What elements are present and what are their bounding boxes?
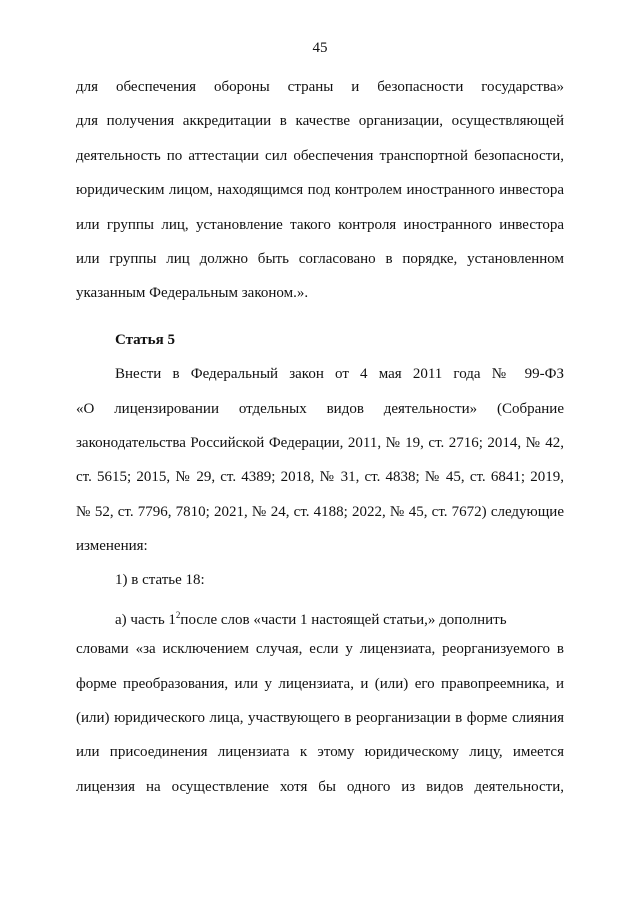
list-item-a — [76, 598, 564, 632]
text-line: указанным Федеральным законом.». — [76, 285, 309, 302]
page-number: 45 — [312, 40, 328, 56]
item-a-rest: после слов «части 1 настоящей статьи,» дополнить — [180, 611, 507, 628]
document-body — [76, 70, 564, 804]
text-line: Внести в Федеральный закон от 4 мая 2011 года № 99-ФЗ — [115, 366, 564, 383]
text-line: словами «за исключением случая, если у лицензиата, реорганизуемого в — [76, 641, 564, 658]
article-heading: Статья 5 — [115, 331, 175, 348]
text-line: или присоединения лицензиата к этому юридическому лицу, имеется — [76, 744, 564, 761]
text-line: юридическим лицом, находящимся под контролем иностранного инвестора — [76, 182, 564, 199]
text-line: или группы лиц должно быть согласовано в порядке, установленном — [76, 250, 564, 267]
text-line: деятельность по аттестации сил обеспечения транспортной безопасности, — [76, 147, 564, 164]
text-line: форме преобразования, или у лицензиата, и (или) его правопреемника, и — [76, 675, 564, 692]
item-a-start: а) часть 1 — [115, 611, 176, 628]
text-line: лицензия на осуществление хотя бы одного из видов деятельности, — [76, 778, 564, 795]
text-line: для получения аккредитации в качестве организации, осуществляющей — [76, 113, 564, 130]
text-line: для обеспечения обороны страны и безопасности государства» — [76, 79, 564, 95]
text-line: «О лицензировании отдельных видов деятельности» (Собрание — [76, 400, 564, 417]
text-line: законодательства Российской Федерации, 2011, № 19, ст. 2716; 2014, № 42, — [76, 434, 564, 451]
text-line: или группы лиц, установление такого контроля иностранного инвестора — [76, 216, 564, 233]
superscript: 2 — [175, 609, 181, 620]
text-line: изменения: — [76, 538, 148, 555]
list-item-1: 1) в статье 18: — [115, 572, 205, 589]
text-line: (или) юридического лица, участвующего в реорганизации в форме слияния — [76, 710, 564, 727]
text-line: ст. 5615; 2015, № 29, ст. 4389; 2018, № 31, ст. 4838; № 45, ст. 6841; 2019, — [76, 469, 564, 486]
text-line: № 52, ст. 7796, 7810; 2021, № 24, ст. 4188; 2022, № 45, ст. 7672) следующие — [76, 503, 564, 520]
